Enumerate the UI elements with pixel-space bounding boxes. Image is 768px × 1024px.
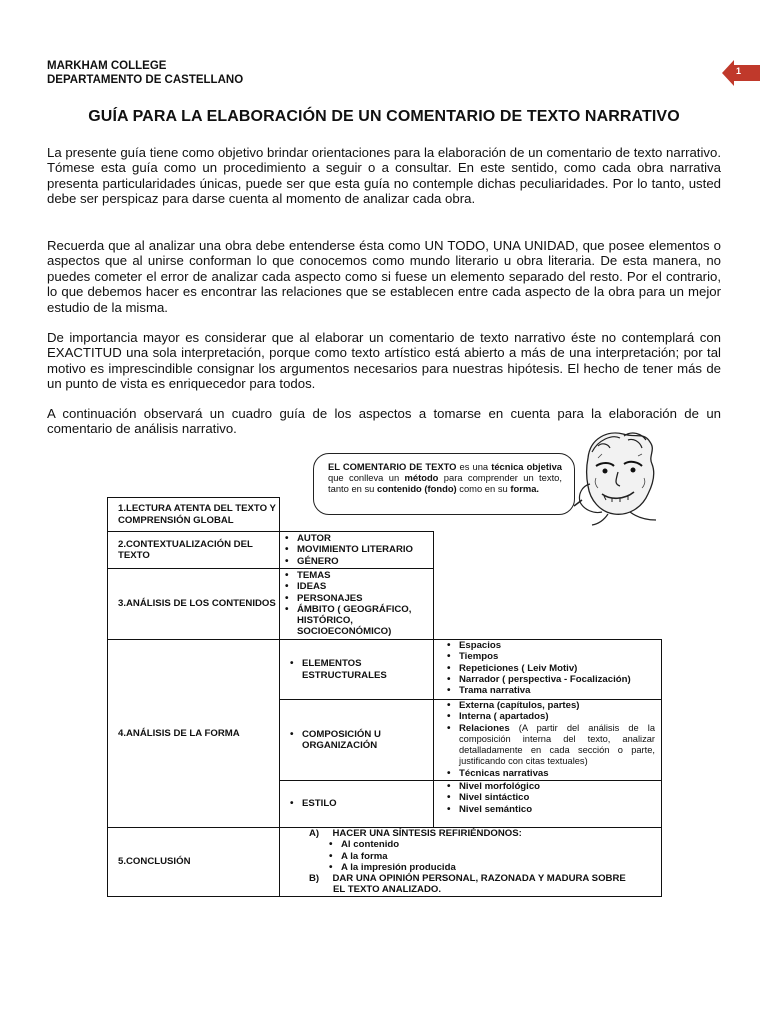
conclusion-cell <box>279 827 662 897</box>
paragraph-interpretation: De importancia mayor es considerar que al elaborar un comentario de texto narrativo éste no contemplará con EXACTITUD una sola interpretación, porque como texto artístico está abierto a más de una interpretación; por tal motivo es imprescindible consignar los argumentos necesarios para nuestras hipótesis. El hecho de tener más de un punto de vista es enriquecedor para todos. <box>47 330 721 392</box>
elementos-label-cell <box>279 639 434 700</box>
list-item: • Tiempos <box>447 651 661 662</box>
relaciones-label: Relaciones <box>459 722 510 734</box>
conclusion-a: A) HACER UNA SÍNTESIS REFIRIÉNDONOS: <box>309 828 522 839</box>
estilo-label: • ESTILO <box>290 798 337 809</box>
list-item: • A la forma <box>329 851 661 862</box>
list-item: • Trama narrativa <box>447 685 661 696</box>
list-item: • Al contenido <box>329 839 661 850</box>
list-item: • Nivel morfológico <box>447 781 661 792</box>
list-item: • MOVIMIENTO LITERARIO <box>285 544 433 555</box>
list-item: • A la impresión producida <box>329 862 661 873</box>
composicion-label: • COMPOSICIÓN U ORGANIZACIÓN <box>290 729 433 752</box>
callout-text: para comprender un texto, tanto en su <box>328 472 562 495</box>
callout-text: como en su <box>456 483 511 495</box>
list-item: • Interna ( apartados) <box>447 711 655 722</box>
step-1-label: 1.LECTURA ATENTA DEL TEXTO Y COMPRENSIÓN GLOBAL <box>118 503 276 526</box>
list-item: • TEMAS <box>285 570 433 581</box>
step-3-label: 3.ANÁLISIS DE LOS CONTENIDOS <box>118 598 276 610</box>
callout-bold: contenido (fondo) <box>377 483 457 495</box>
step-3-items-cell <box>279 568 434 640</box>
school-name: MARKHAM COLLEGE <box>47 60 167 72</box>
list-item: • Espacios <box>447 640 661 651</box>
list-item: • ÁMBITO ( GEOGRÁFICO, HISTÓRICO, SOCIOECONÓMICO) <box>285 604 433 638</box>
list-item: • Nivel sintáctico <box>447 792 661 803</box>
list-item: • IDEAS <box>285 581 433 592</box>
step-2-label: 2.CONTEXTUALIZACIÓN DEL TEXTO <box>118 538 253 561</box>
list-item: • AUTOR <box>285 533 433 544</box>
page-number: 1 <box>736 66 742 76</box>
list-item: • PERSONAJES <box>285 593 433 604</box>
paragraph-intro: La presente guía tiene como objetivo brindar orientaciones para la elaboración de un comentario de texto narrativo. Tómese esta guía como un procedimiento a seguir o a consultar. En este sentido, como cada obra narrativa presenta particularidades únicas, puede ser que esta guía no contemple dichas peculiaridades. Por lo tanto, usted debe ser perspicaz para darse cuenta al momento de analizar cada obra. <box>47 145 721 207</box>
list-item: • Técnicas narrativas <box>447 768 655 779</box>
callout-bold: forma. <box>510 483 540 495</box>
conclusion-b-continued: EL TEXTO ANALIZADO. <box>333 884 442 896</box>
paragraph-guide-intro: A continuación observará un cuadro guía de los aspectos a tomarse en cuenta para la elaboración de un comentario de análisis narrativo. <box>47 406 721 437</box>
list-item: • Repeticiones ( Leiv Motiv) <box>447 663 661 674</box>
elementos-label: • ELEMENTOS ESTRUCTURALES <box>290 658 433 681</box>
callout-bold: técnica objetiva <box>491 461 563 472</box>
step-1-cell <box>107 497 280 532</box>
step-2-cell <box>107 531 280 569</box>
step-5-label: 5.CONCLUSIÓN <box>118 856 191 868</box>
list-item: • Externa (capítulos, partes) <box>447 700 655 711</box>
header <box>47 59 243 87</box>
estilo-items-cell <box>433 780 662 828</box>
elementos-items-cell <box>433 639 662 700</box>
department-name: DEPARTAMENTO DE CASTELLANO <box>47 74 244 86</box>
definition-callout <box>313 453 575 515</box>
document-title: GUÍA PARA LA ELABORACIÓN DE UN COMENTARIO DE TEXTO NARRATIVO <box>88 108 680 125</box>
estilo-label-cell <box>279 780 434 828</box>
author-caricature-illustration <box>568 428 660 526</box>
step-4-label: 4.ANÁLISIS DE LA FORMA <box>118 727 240 739</box>
list-item <box>447 723 655 768</box>
step-4-cell <box>107 639 280 828</box>
paragraph-unity: Recuerda que al analizar una obra debe entenderse ésta como UN TODO, UNA UNIDAD, que posee elementos o aspectos que al unirse conforman lo que conocemos como mundo literario u obra literaria. De esta manera, no puedes cometer el error de analizar cada aspecto como si fuese un elemento separado del resto. Por el contrario, lo que debemos hacer es encontrar las relaciones que se establecen entre cada aspecto de la obra para un mejor estudio de la misma. <box>47 238 721 315</box>
step-3-cell <box>107 568 280 640</box>
step-5-cell <box>107 827 280 897</box>
conclusion-b: B) DAR UNA OPINIÓN PERSONAL, RAZONADA Y MADURA SOBRE <box>309 873 626 885</box>
list-item: • Narrador ( perspectiva - Focalización) <box>447 674 661 685</box>
relaciones-detail: (A partir del análisis de la composición interna del texto, analizar detalladamente en cada sección o parte, justificando con citas textuales) <box>459 722 655 767</box>
list-item: • GÉNERO <box>285 556 433 567</box>
callout-bold: método <box>404 472 439 484</box>
step-2-items-cell <box>279 531 434 569</box>
composicion-items-cell <box>433 699 662 781</box>
callout-text: que conlleva un <box>328 472 405 484</box>
list-item: • Nivel semántico <box>447 804 661 815</box>
callout-term: EL COMENTARIO DE TEXTO <box>328 461 457 472</box>
callout-text: es una <box>456 461 492 472</box>
page-arrow-icon <box>722 60 762 86</box>
composicion-label-cell <box>279 699 434 781</box>
